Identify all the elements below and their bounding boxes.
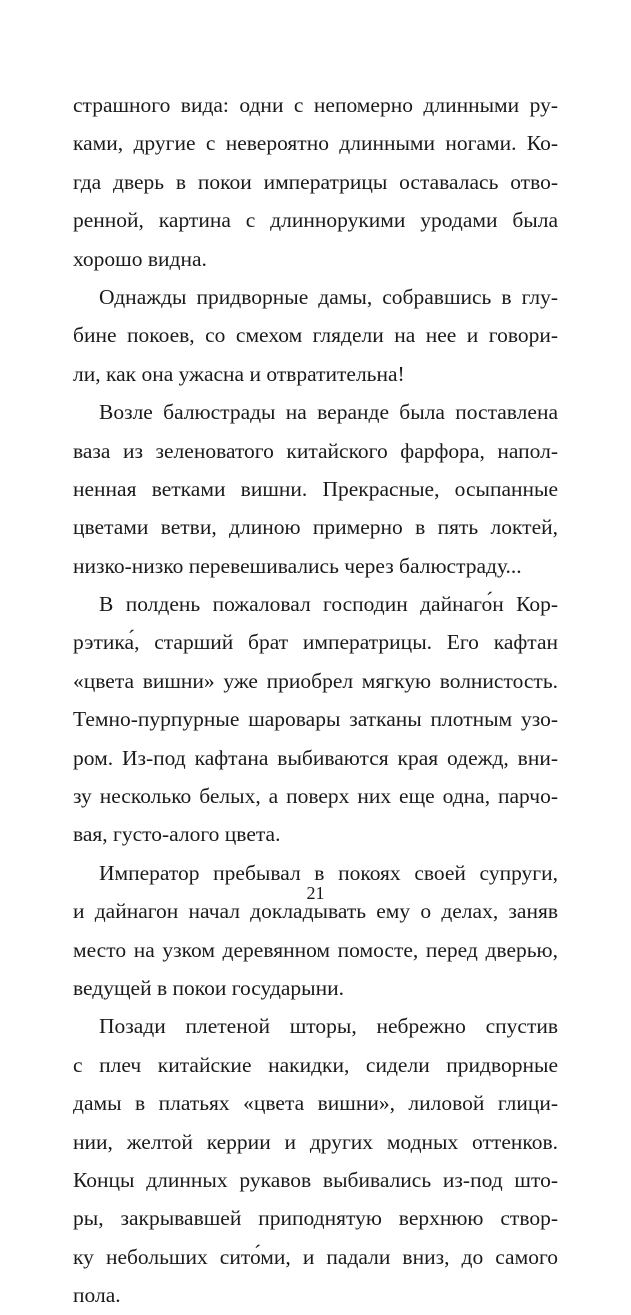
text-line: ли, как она ужасна и отвратительна! [73,361,405,386]
text-line: В полдень пожаловал господин дайнаго́н Кор- [99,592,558,617]
text-line: «цвета вишни» уже приобрел мягкую волнистость. [73,668,558,693]
text-line: вая, густо-алого цвета. [73,822,281,847]
text-line: Концы длинных рукавов выбивались из-под што- [73,1167,558,1192]
page-number: 21 [306,883,325,903]
text-line: дамы в платьях «цвета вишни», лиловой глици- [73,1091,558,1116]
text-line: ром. Из-под кафтана выбиваются края одежд, вни- [73,745,558,770]
text-line: Император пребывал в покоях своей супруги, [99,860,558,885]
text-line: пола. [73,1283,121,1308]
body-text [73,86,558,1315]
text-line: ку небольших сито́ми, и падали вниз, до самого [73,1244,558,1269]
text-line: Возле балюстрады на веранде была поставлена [99,400,558,425]
text-line: хорошо видна. [73,246,207,271]
text-line: Однажды придворные дамы, собравшись в глу- [99,284,558,309]
text-line: ры, закрывавшей приподнятую верхнюю створ- [73,1206,558,1231]
text-line: место на узком деревянном помосте, перед дверью, [73,937,558,962]
text-line: ваза из зеленоватого китайского фарфора, напол- [73,438,558,463]
text-line: ведущей в покои государыни. [73,975,345,1000]
text-line: и дайнагон начал докладывать ему о делах, заняв [73,899,558,924]
text-line: цветами ветви, длиною примерно в пять локтей, [73,515,558,540]
text-line: низко-низко перевешивались через балюстраду... [73,553,522,578]
text-line: гда дверь в покои императрицы оставалась отво- [73,169,558,194]
text-line: страшного вида: одни с непомерно длинными ру- [73,93,558,117]
text-line: ренной, картина с длиннорукими уродами была [73,208,558,233]
text-line: бине покоев, со смехом глядели на нее и говори- [73,323,558,348]
text-line: с плеч китайские накидки, сидели придворные [73,1052,558,1077]
text-line: нии, желтой керрии и других модных оттенков. [73,1129,558,1154]
text-line: ненная ветками вишни. Прекрасные, осыпанные [73,476,558,501]
text-line: Темно-пурпурные шаровары затканы плотным узо- [73,707,558,732]
text-line: Позади плетеной шторы, небрежно спустив [99,1014,558,1039]
text-line: рэтика́, старший брат императрицы. Его кафтан [73,630,558,655]
text-line: ками, другие с невероятно длинными ногами. Ко- [73,131,558,156]
text-line: зу несколько белых, а поверх них еще одна, парчо- [73,784,558,809]
